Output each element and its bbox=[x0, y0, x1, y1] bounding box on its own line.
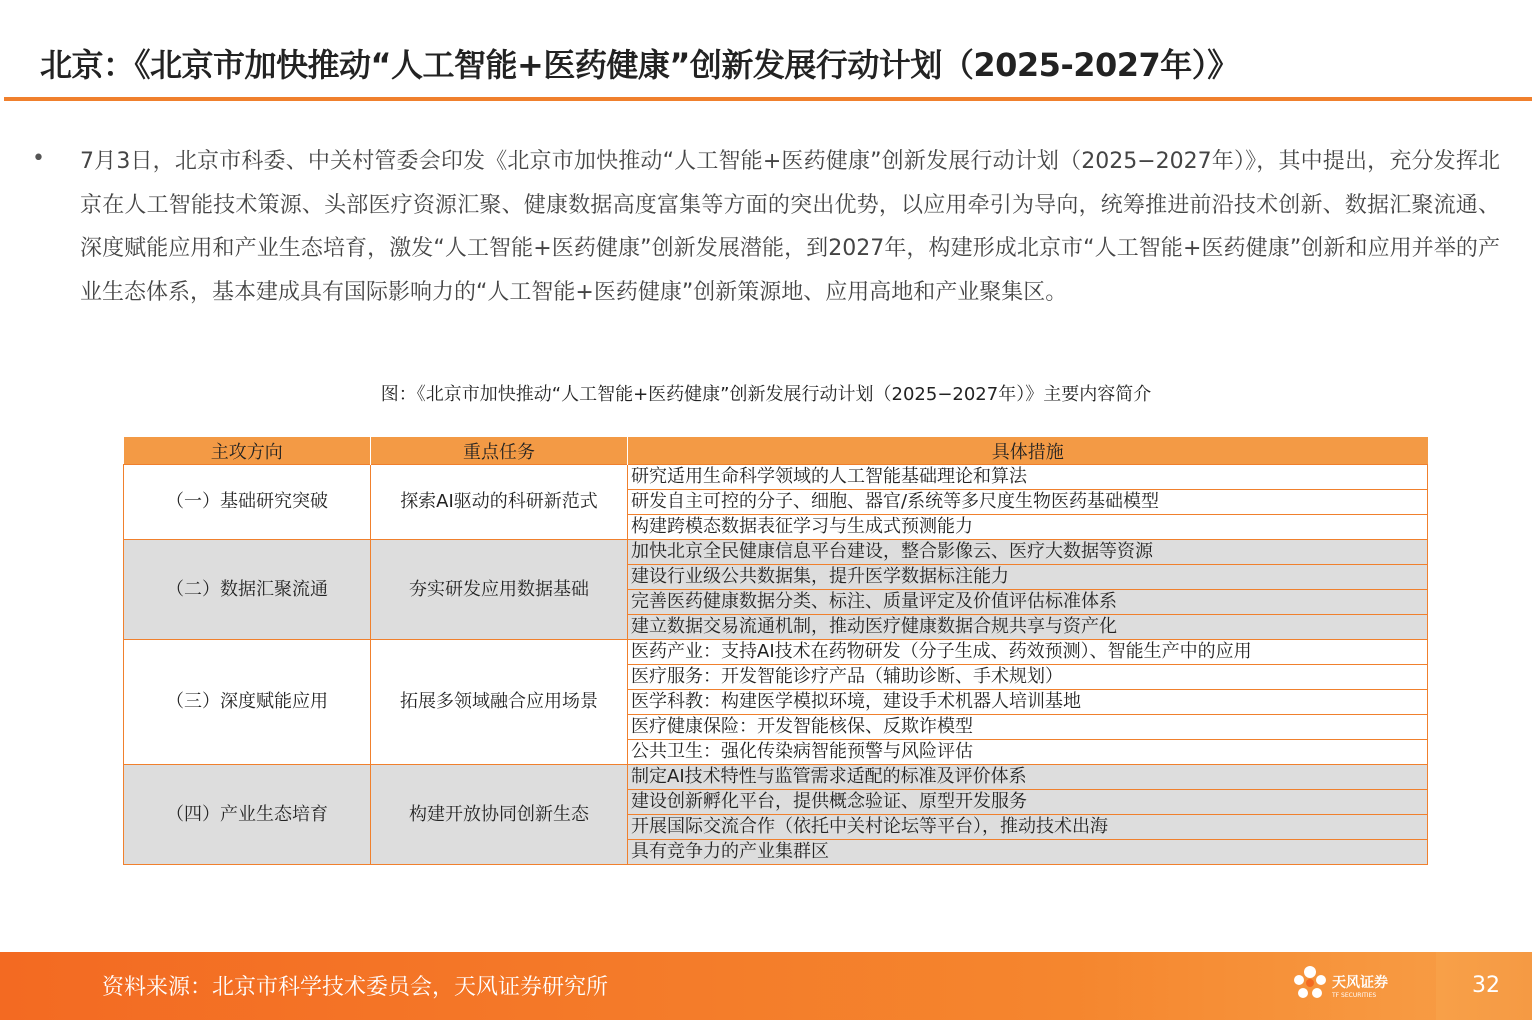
header-task: 重点任务 bbox=[371, 437, 628, 465]
direction-cell: （一）基础研究突破 bbox=[124, 465, 371, 540]
table-row bbox=[124, 540, 1428, 565]
header-direction: 主攻方向 bbox=[124, 437, 371, 465]
task-cell: 拓展多领域融合应用场景 bbox=[371, 640, 628, 765]
title-underline bbox=[4, 97, 1532, 101]
plan-table bbox=[123, 437, 1428, 865]
measure-cell: 建立数据交易流通机制，推动医疗健康数据合规共享与资产化 bbox=[628, 615, 1428, 640]
measure-cell: 开展国际交流合作（依托中关村论坛等平台），推动技术出海 bbox=[628, 815, 1428, 840]
direction-cell: （三）深度赋能应用 bbox=[124, 640, 371, 765]
measure-cell: 构建跨模态数据表征学习与生成式预测能力 bbox=[628, 515, 1428, 540]
task-cell: 构建开放协同创新生态 bbox=[371, 765, 628, 865]
measure-cell: 公共卫生：强化传染病智能预警与风险评估 bbox=[628, 740, 1428, 765]
table-row bbox=[124, 765, 1428, 790]
page-number: 32 bbox=[1472, 973, 1500, 998]
figure-caption: 图：《北京市加快推动“人工智能+医药健康”创新发展行动计划（2025−2027年）》主要内容简介 bbox=[380, 384, 1152, 405]
measure-cell: 具有竞争力的产业集群区 bbox=[628, 840, 1428, 865]
page-title: 北京：《北京市加快推动“人工智能+医药健康”创新发展行动计划（2025-2027年）》 bbox=[40, 46, 1239, 84]
task-cell: 夯实研发应用数据基础 bbox=[371, 540, 628, 640]
table-row bbox=[124, 465, 1428, 490]
measure-cell: 医疗健康保险：开发智能核保、反欺诈模型 bbox=[628, 715, 1428, 740]
measure-cell: 建设行业级公共数据集，提升医学数据标注能力 bbox=[628, 565, 1428, 590]
measure-cell: 医疗服务：开发智能诊疗产品（辅助诊断、手术规划） bbox=[628, 665, 1428, 690]
logo-subtitle: TF SECURITIES bbox=[1332, 992, 1377, 999]
table-header-row bbox=[124, 437, 1428, 465]
flower-logo-icon bbox=[1290, 962, 1330, 1006]
company-logo bbox=[1290, 962, 1410, 1010]
measure-cell: 研发自主可控的分子、细胞、器官/系统等多尺度生物医药基础模型 bbox=[628, 490, 1428, 515]
measure-cell: 医药产业：支持AI技术在药物研发（分子生成、药效预测）、智能生产中的应用 bbox=[628, 640, 1428, 665]
bullet-paragraph: 7月3日，北京市科委、中关村管委会印发《北京市加快推动“人工智能+医药健康”创新发展行动计划（2025−2027年）》，其中提出，充分发挥北京在人工智能技术策源、头部医疗资源汇聚、健康数据高度富集等方面的突出优势，以应用牵引为导向，统筹推进前沿技术创新、数据汇聚流通、深度赋能应用和产业生态培育，激发“人工智能+医药健康”创新发展潜能，到2027年，构建形成北京市“人工智能+医药健康”创新和应用并举的产业生态体系，基本建成具有国际影响力的“人工智能+医药健康”创新策源地、应用高地和产业聚集区。 bbox=[80, 149, 1500, 305]
logo-name: 天风证券 bbox=[1332, 975, 1388, 991]
measure-cell: 完善医药健康数据分类、标注、质量评定及价值评估标准体系 bbox=[628, 590, 1428, 615]
measure-cell: 研究适用生命科学领域的人工智能基础理论和算法 bbox=[628, 465, 1428, 490]
measure-cell: 建设创新孵化平台，提供概念验证、原型开发服务 bbox=[628, 790, 1428, 815]
direction-cell: （二）数据汇聚流通 bbox=[124, 540, 371, 640]
header-measures: 具体措施 bbox=[628, 437, 1428, 465]
task-cell: 探索AI驱动的科研新范式 bbox=[371, 465, 628, 540]
measure-cell: 制定AI技术特性与监管需求适配的标准及评价体系 bbox=[628, 765, 1428, 790]
bullet-icon: • bbox=[32, 146, 45, 171]
source-note: 资料来源：北京市科学技术委员会，天风证券研究所 bbox=[102, 975, 609, 1000]
measure-cell: 医学科教：构建医学模拟环境，建设手术机器人培训基地 bbox=[628, 690, 1428, 715]
direction-cell: （四）产业生态培育 bbox=[124, 765, 371, 865]
measure-cell: 加快北京全民健康信息平台建设，整合影像云、医疗大数据等资源 bbox=[628, 540, 1428, 565]
table-row bbox=[124, 640, 1428, 665]
